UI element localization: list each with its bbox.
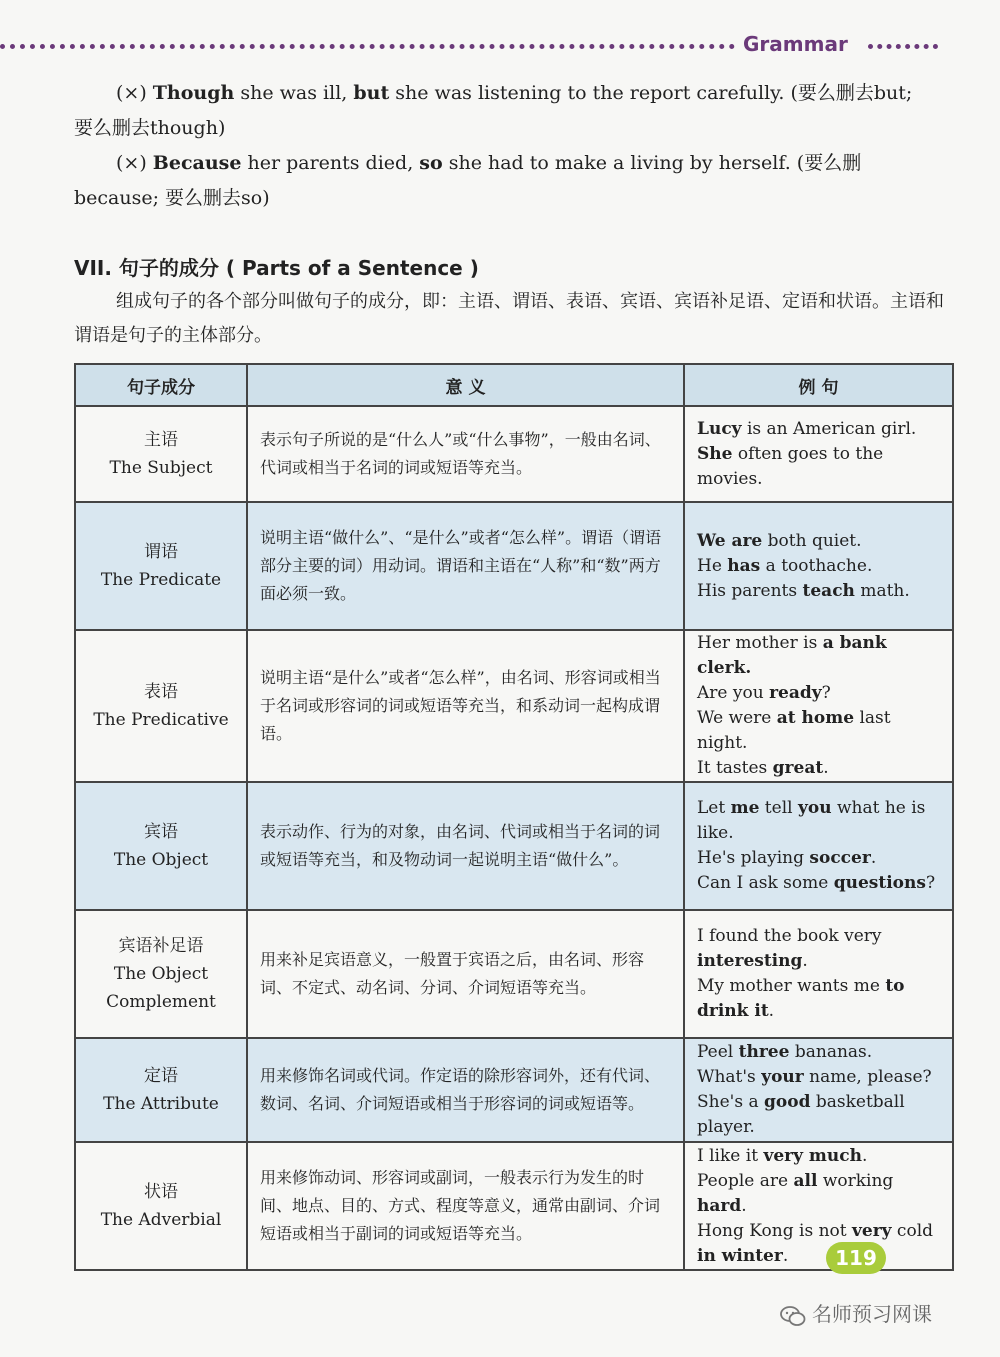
example-sentence: like. [697, 823, 734, 843]
note-2-kw2: so [419, 152, 443, 174]
part-name-cell [75, 406, 247, 502]
table-row [75, 630, 953, 782]
meaning-cell: 说明主语“是什么”或者“怎么样”，由名词、形容词或相当于名词或形容词的词或短语等充当，和系动词一起构成谓语。 [247, 630, 684, 782]
page-number: 119 [826, 1242, 886, 1274]
part-name-cn: 主语 [144, 430, 178, 450]
note-1-kw1: Though [152, 82, 235, 104]
part-name-cn: 宾语补足语 [118, 936, 204, 956]
example-sentence: interesting. [697, 951, 808, 971]
example-sentence: drink it. [697, 1001, 775, 1021]
note-2-line2: because; 要么删去so) [74, 187, 270, 209]
example-sentence: It tastes great. [697, 758, 829, 778]
header-part: 句子成分 [75, 364, 247, 406]
meaning-cell: 用来修饰名词或代词。作定语的除形容词外，还有代词、数词、名词、介词短语或相当于形容词的词或短语等。 [247, 1038, 684, 1142]
section-title: VII. 句子的成分 ( Parts of a Sentence ) [74, 256, 479, 280]
header-dots-right [868, 44, 938, 49]
example-sentence: He's playing soccer. [697, 848, 877, 868]
example-sentence: in winter. [697, 1245, 789, 1266]
table-body [75, 406, 953, 1270]
note-2 [74, 146, 954, 216]
table-row [75, 910, 953, 1038]
part-name-cell [75, 502, 247, 630]
part-name-en: The Subject [109, 458, 213, 478]
examples-cell [684, 1038, 953, 1142]
examples-cell [684, 502, 953, 630]
table-row [75, 406, 953, 502]
note-1-t2: she was listening to the report carefully. (要么删去but; [389, 82, 913, 104]
header-meaning: 意 义 [247, 364, 684, 406]
part-name-cn: 谓语 [144, 542, 178, 562]
part-name-cn: 宾语 [144, 822, 178, 842]
table-header-row [75, 364, 953, 406]
part-name-en: The Predicate [100, 570, 222, 590]
example-sentence: She often goes to the movies. [697, 443, 884, 489]
section-intro [74, 285, 954, 353]
example-sentence: My mother wants me to [697, 976, 905, 996]
example-sentence: We were at home last night. [697, 708, 891, 753]
parts-table [74, 363, 954, 1271]
section-intro-text: 组成句子的各个部分叫做句子的成分，即：主语、谓语、表语、宾语、宾语补足语、定语和状语。主语和谓语是句子的主体部分。 [74, 291, 944, 346]
example-sentence: Peel three bananas. [697, 1042, 873, 1062]
header-dots-left [0, 44, 735, 49]
meaning-cell: 表示句子所说的是“什么人”或“什么事物”，一般由名词、代词或相当于名词的词或短语等充当。 [247, 406, 684, 502]
part-name-en: The Adverbial [100, 1210, 222, 1230]
examples-cell [684, 1142, 953, 1270]
table-row [75, 1038, 953, 1142]
example-sentence: What's your name, please? [697, 1067, 932, 1087]
note-1 [74, 76, 954, 146]
table-row [75, 502, 953, 630]
part-name-cell [75, 782, 247, 910]
examples-cell [684, 630, 953, 782]
table-row [75, 782, 953, 910]
example-sentence: We are both quiet. [697, 530, 862, 551]
part-name-cell [75, 1142, 247, 1270]
header-title: Grammar [743, 32, 848, 56]
part-name-en: The Predicative [93, 710, 229, 730]
part-name-cn: 状语 [144, 1182, 178, 1202]
meaning-cell: 用来修饰动词、形容词或副词，一般表示行为发生的时间、地点、目的、方式、程度等意义，通常由副词、介词短语或相当于副词的词或短语等充当。 [247, 1142, 684, 1270]
example-sentence: I like it very much. [697, 1145, 868, 1166]
note-1-mark: (×) [116, 82, 147, 104]
example-sentence: Can I ask some questions? [697, 873, 936, 893]
example-sentence: Lucy is an American girl. [697, 418, 917, 439]
note-2-t2: she had to make a living by herself. (要么删 [442, 152, 862, 174]
part-name-cell [75, 630, 247, 782]
wechat-icon [780, 1305, 806, 1327]
table-row [75, 1142, 953, 1270]
examples-cell [684, 910, 953, 1038]
meaning-cell: 表示动作、行为的对象，由名词、代词或相当于名词的词或短语等充当，和及物动词一起说明主语“做什么”。 [247, 782, 684, 910]
examples-cell [684, 406, 953, 502]
example-sentence: His parents teach math. [697, 580, 910, 601]
part-name-en: The Object Complement [106, 964, 216, 1012]
example-sentence: Hong Kong is not very cold [697, 1220, 934, 1241]
part-name-cn: 表语 [144, 682, 178, 702]
watermark-text: 名师预习网课 [812, 1302, 932, 1326]
example-sentence: I found the book very [697, 926, 882, 946]
note-1-kw2: but [353, 82, 390, 104]
part-name-en: The Object [113, 850, 209, 870]
page-header [0, 30, 1000, 66]
example-sentence: She's a good basketball player. [697, 1092, 905, 1137]
part-name-cn: 定语 [144, 1066, 178, 1086]
part-name-en: The Attribute [103, 1094, 219, 1114]
note-1-t1: she was ill, [234, 82, 354, 104]
example-sentence: Her mother is a bank clerk. [697, 633, 887, 678]
note-2-kw1: Because [152, 152, 242, 174]
note-1-line2: 要么删去though) [74, 117, 226, 139]
example-sentence: He has a toothache. [697, 555, 873, 576]
example-sentence: Let me tell you what he is [697, 798, 926, 818]
example-sentence: People are all working hard. [697, 1170, 894, 1216]
note-2-mark: (×) [116, 152, 147, 174]
part-name-cell [75, 1038, 247, 1142]
note-2-t1: her parents died, [241, 152, 420, 174]
examples-cell [684, 782, 953, 910]
watermark [780, 1298, 932, 1327]
meaning-cell: 说明主语“做什么”、“是什么”或者“怎么样”。谓语（谓语部分主要的词）用动词。谓语和主语在“人称”和“数”两方面必须一致。 [247, 502, 684, 630]
header-examples: 例 句 [684, 364, 953, 406]
part-name-cell [75, 910, 247, 1038]
example-sentence: Are you ready? [697, 683, 831, 703]
meaning-cell: 用来补足宾语意义，一般置于宾语之后，由名词、形容词、不定式、动名词、分词、介词短语等充当。 [247, 910, 684, 1038]
